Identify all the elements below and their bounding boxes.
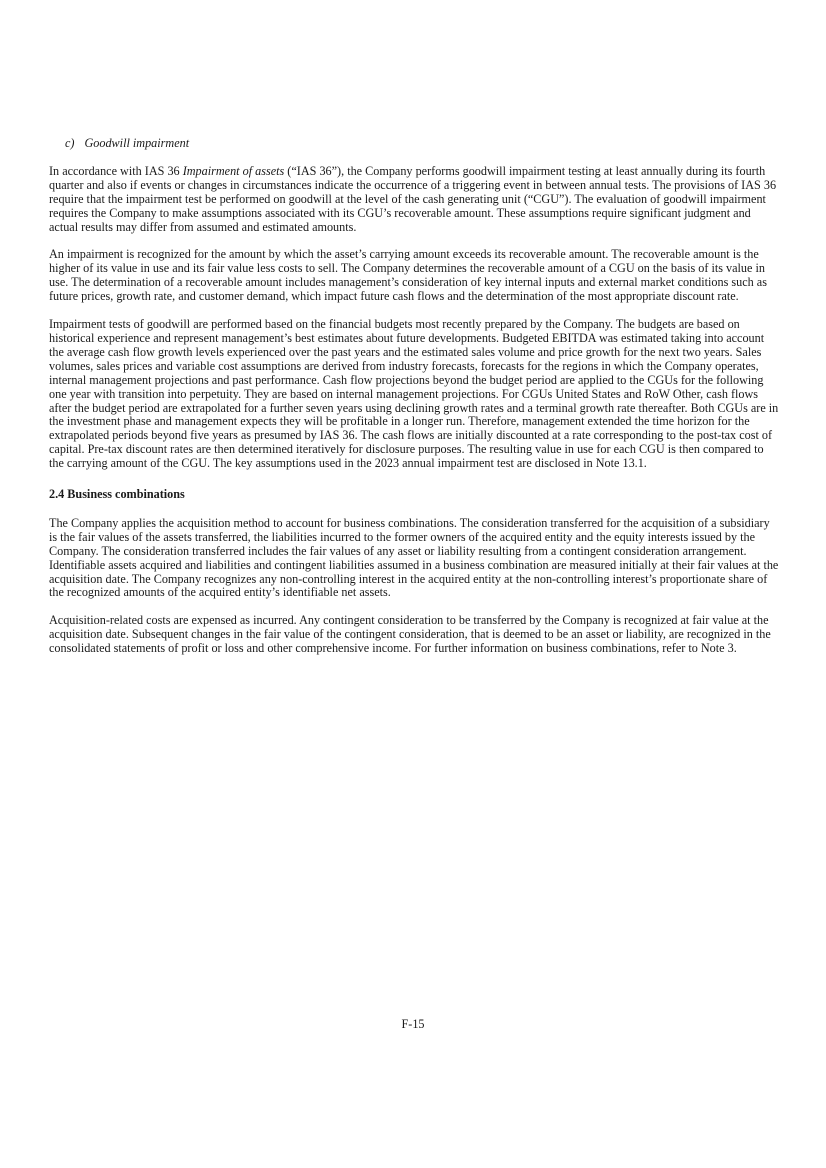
paragraph-acquisition-costs: Acquisition-related costs are expensed as incurred. Any contingent consideration to be transferred by the Company is recognized at fair value at the acquisition date. Subsequent changes in the fair value of the contingent consideration, that is deemed to be an asset or liability, are recognized in the consolidated statements of profit or loss and other comprehensive income. For further information on business combinations, refer to Note 3. [49, 613, 771, 656]
subsection-title: Goodwill impairment [84, 136, 190, 150]
subsection-number: c) [65, 136, 75, 150]
paragraph-impairment-recognition: An impairment is recognized for the amount by which the asset’s carrying amount exceeds its recoverable amount. The recoverable amount is the higher of its value in use and its fair value less costs to sell. The Company determines the recoverable amount of a CGU on the basis of its value in use. The determination of a recoverable amount includes management’s consideration of key internal inputs and external market conditions such as future prices, growth rate, and customer demand, which impact future cash flows and the determination of the most appropriate discount rate. [49, 247, 767, 304]
page-content [49, 137, 779, 670]
paragraph-impairment-tests: Impairment tests of goodwill are performed based on the financial budgets most recently prepared by the Company. The budgets are based on historical experience and represent management’s best estimates about future developments. Budgeted EBITDA was estimated taking into account the average cash flow growth levels experienced over the past years and the estimated sales volume and price growth for the next two years. Sales volumes, sales prices and variable cost assumptions are derived from industry forecasts, forecasts for the regions in which the Company operates, internal management projections and past performance. Cash flow projections beyond the budget period are applied to the CGUs for the following one year with transition into perpetuity. They are based on internal management projections. For CGUs United States and RoW Other, cash flows after the budget period are extrapolated for a further seven years using declining growth rates and a terminal growth rate thereafter. Both CGUs are in the investment phase and management expects they will be profitable in a longer run. Therefore, management extended the time horizon for the extrapolated periods beyond five years as presumed by IAS 36. The cash flows are initially discounted at a rate corresponding to the post-tax cost of capital. Pre-tax discount rates are then determined iteratively for disclosure purposes. The resulting value in use for each CGU is then compared to the carrying amount of the CGU. The key assumptions used in the 2023 annual impairment test are disclosed in Note 13.1. [49, 317, 779, 471]
paragraph-acquisition-method: The Company applies the acquisition method to account for business combinations. The consideration transferred for the acquisition of a subsidiary is the fair values of the assets transferred, the liabilities incurred to the former owners of the acquired entity and the equity interests issued by the Company. The consideration transferred includes the fair values of any asset or liability resulting from a contingent consideration arrangement. Identifiable assets acquired and liabilities and contingent liabilities assumed in a business combination are measured initially at their fair values at the acquisition date. The Company recognizes any non-controlling interest in the acquired entity at the non-controlling interest’s proportionate share of the recognized amounts of the acquired entity’s identifiable net assets. [49, 515, 779, 600]
section-heading-business-combinations: 2.4 Business combinations [49, 487, 185, 502]
paragraph-ias36-standard-title: Impairment of assets [182, 163, 285, 178]
subsection-heading [65, 137, 779, 151]
page-number: F-15 [401, 1017, 425, 1031]
paragraph-ias36-body: (“IAS 36”), the Company performs goodwill impairment testing at least annually during its fourth quarter and also if events or changes in circumstances indicate the occurrence of a triggering event in between annual tests. The provisions of IAS 36 require that the impairment test be performed on goodwill at the level of the cash generating unit (“CGU”). The evaluation of goodwill impairment requires the Company to make assumptions associated with its CGU’s recoverable amount. These assumptions require significant judgment and actual results may differ from assumed and estimated amounts. [49, 163, 777, 234]
paragraph-ias36 [49, 165, 779, 235]
paragraph-ias36-lead: In accordance with IAS 36 [49, 163, 183, 178]
